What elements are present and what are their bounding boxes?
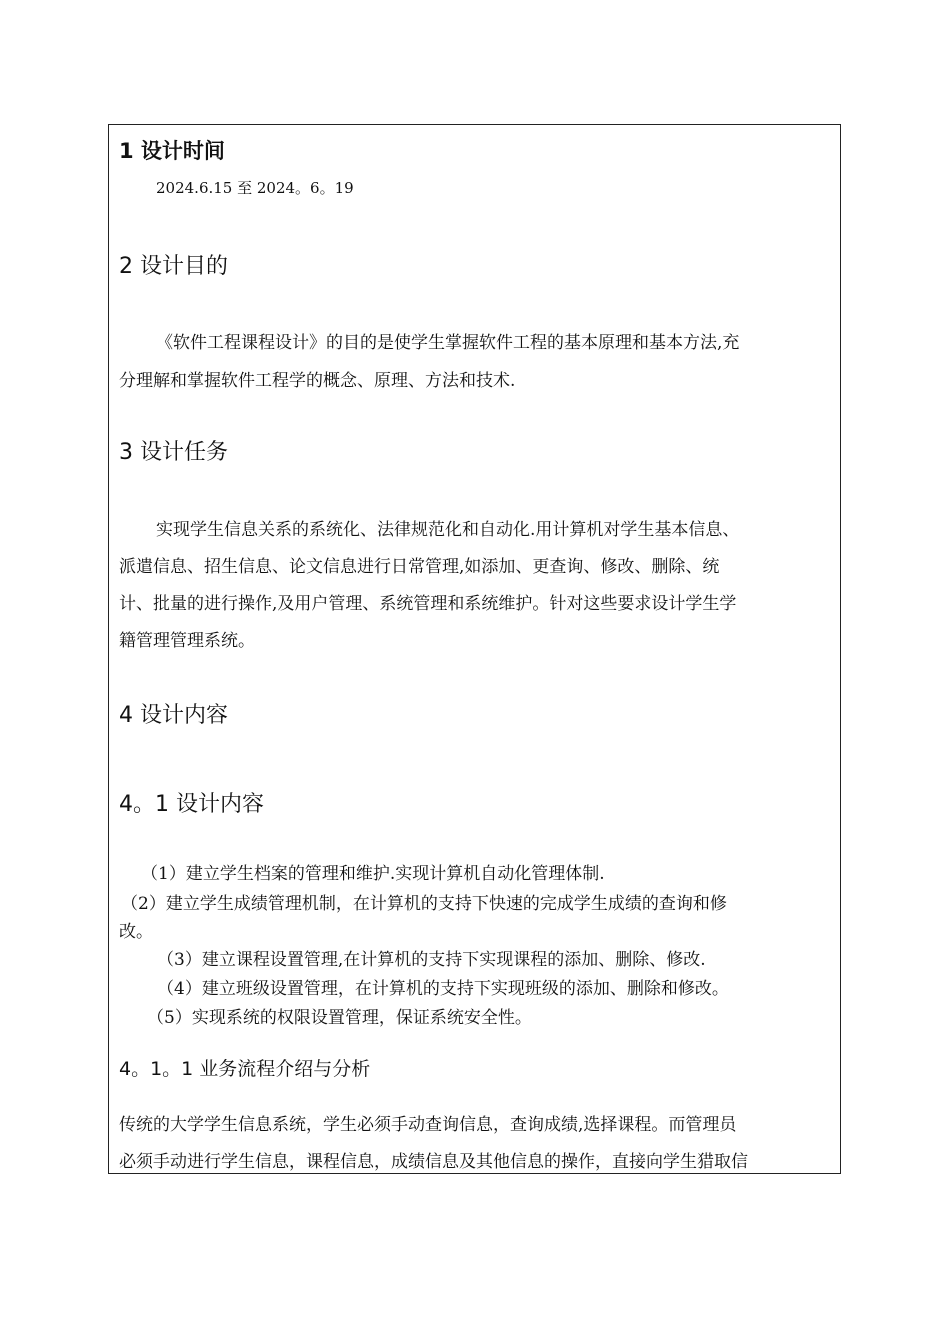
paragraph-line: 派遣信息、招生信息、论文信息进行日常管理,如添加、更查询、修改、删除、统 bbox=[119, 557, 720, 577]
list-item: （1）建立学生档案的管理和维护.实现计算机自动化管理体制. bbox=[141, 864, 605, 884]
heading-design-time: 1 设计时间 bbox=[119, 139, 225, 163]
list-item: （4）建立班级设置管理，在计算机的支持下实现班级的添加、删除和修改。 bbox=[157, 979, 729, 999]
paragraph-line: 传统的大学学生信息系统，学生必须手动查询信息，查询成绩,选择课程。而管理员 bbox=[119, 1115, 737, 1135]
paragraph-line: 必须手动进行学生信息，课程信息，成绩信息及其他信息的操作，直接向学生猎取信 bbox=[119, 1152, 748, 1172]
list-item: （3）建立课程设置管理,在计算机的支持下实现课程的添加、删除、修改. bbox=[157, 950, 706, 970]
heading-design-purpose: 2 设计目的 bbox=[119, 254, 228, 279]
heading-design-content: 4 设计内容 bbox=[119, 703, 228, 728]
paragraph-line: 《软件工程课程设计》的目的是使学生掌握软件工程的基本原理和基本方法,充 bbox=[156, 333, 740, 353]
paragraph-line: 分理解和掌握软件工程学的概念、原理、方法和技术. bbox=[119, 371, 516, 391]
paragraph-line: 实现学生信息关系的系统化、法律规范化和自动化.用计算机对学生基本信息、 bbox=[156, 520, 740, 540]
design-date: 2024.6.15 至 2024。6。19 bbox=[156, 179, 354, 197]
document-frame bbox=[108, 124, 841, 1174]
list-item-continuation: 改。 bbox=[119, 922, 153, 942]
paragraph-line: 计、批量的进行操作,及用户管理、系统管理和系统维护。针对这些要求设计学生学 bbox=[119, 594, 737, 614]
paragraph-line: 籍管理管理系统。 bbox=[119, 631, 255, 651]
heading-design-task: 3 设计任务 bbox=[119, 440, 228, 465]
list-item: （2）建立学生成绩管理机制，在计算机的支持下快速的完成学生成绩的查询和修 bbox=[121, 894, 727, 914]
subsubheading-business-process: 4。1。1 业务流程介绍与分析 bbox=[119, 1058, 371, 1080]
list-item: （5）实现系统的权限设置管理，保证系统安全性。 bbox=[147, 1008, 532, 1028]
subheading-design-content: 4。1 设计内容 bbox=[119, 792, 264, 817]
